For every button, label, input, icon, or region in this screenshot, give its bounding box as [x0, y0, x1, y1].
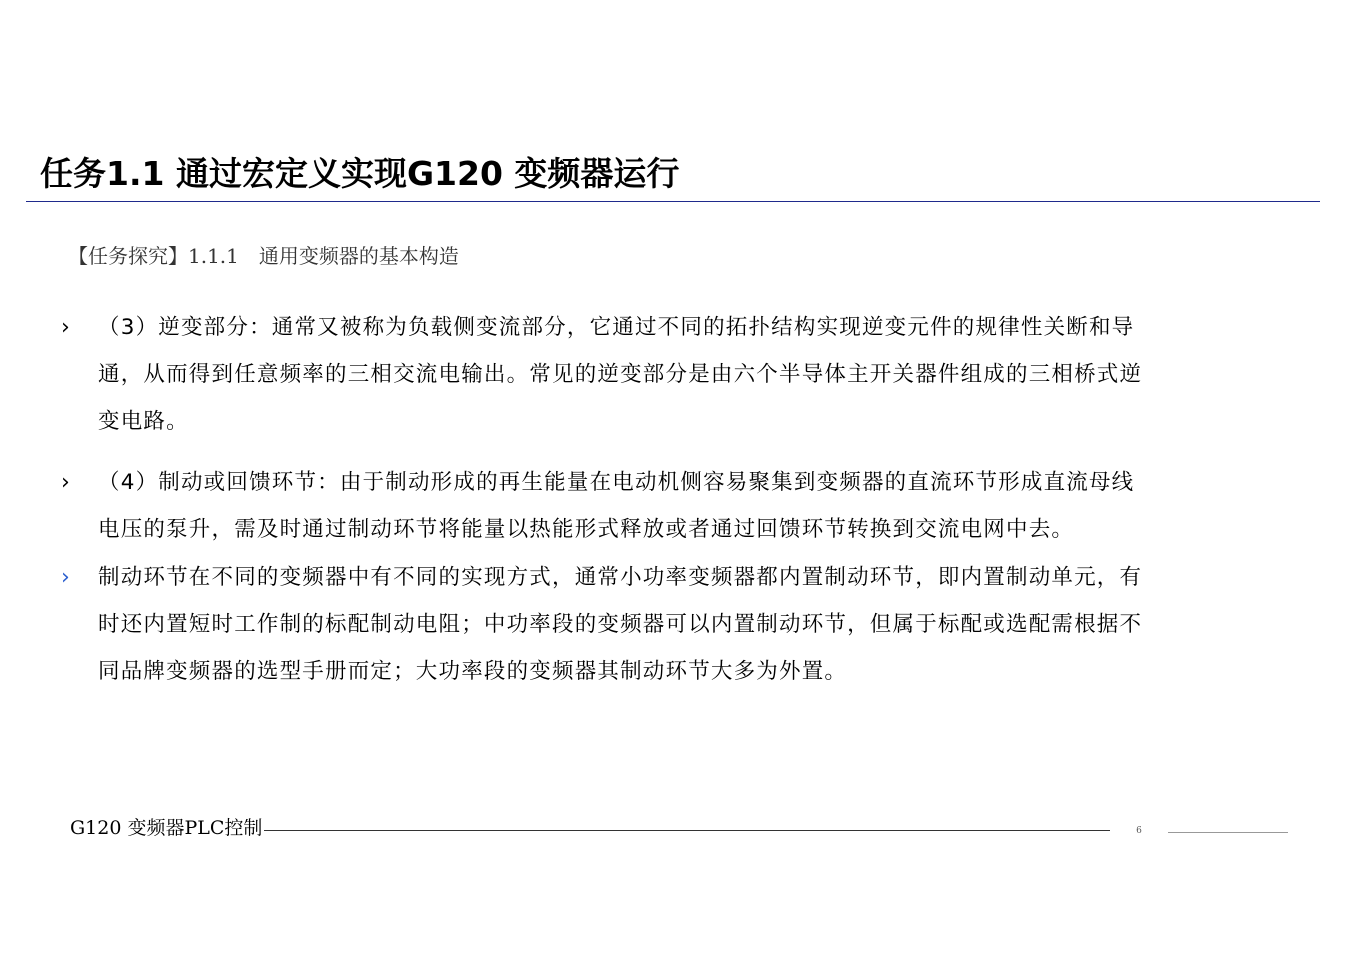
footer-divider [264, 830, 1110, 831]
bullet-line: 同品牌变频器的选型手册而定；大功率段的变频器其制动环节大多为外置。 [98, 659, 848, 684]
bullet-braking-implementation [61, 554, 1278, 695]
bullet-line: （4）制动或回馈环节：由于制动形成的再生能量在电动机侧容易聚集到变频器的直流环节形成直流母线 [98, 470, 1135, 495]
bullet-line: （3）逆变部分：通常又被称为负载侧变流部分，它通过不同的拓扑结构实现逆变元件的规律性关断和导 [98, 315, 1135, 340]
bullet-line: 电压的泵升，需及时通过制动环节将能量以热能形式释放或者通过回馈环节转换到交流电网中去。 [98, 517, 1075, 542]
bullet-inverter-section [61, 304, 1278, 445]
section-subtitle: 【任务探究】1.1.1 通用变频器的基本构造 [68, 244, 459, 268]
bullet-line: 变电路。 [98, 409, 189, 434]
chevron-right-icon: › [61, 315, 71, 340]
chevron-right-icon: › [61, 565, 71, 590]
chevron-right-icon: › [61, 470, 71, 495]
footer-course-title: G120 变频器PLC控制 [70, 817, 263, 839]
slide-title: 任务1.1 通过宏定义实现G120 变频器运行 [40, 154, 680, 193]
bullet-line: 制动环节在不同的变频器中有不同的实现方式，通常小功率变频器都内置制动环节，即内置制动单元，有 [98, 565, 1143, 590]
title-underline [26, 201, 1320, 202]
page-number: 6 [1136, 826, 1142, 836]
bullet-braking-section [61, 459, 1278, 553]
bullet-line: 时还内置短时工作制的标配制动电阻；中功率段的变频器可以内置制动环节，但属于标配或选配需根据不 [98, 612, 1143, 637]
footer-divider-short [1168, 832, 1288, 833]
bullet-line: 通，从而得到任意频率的三相交流电输出。常见的逆变部分是由六个半导体主开关器件组成的三相桥式逆 [98, 362, 1143, 387]
